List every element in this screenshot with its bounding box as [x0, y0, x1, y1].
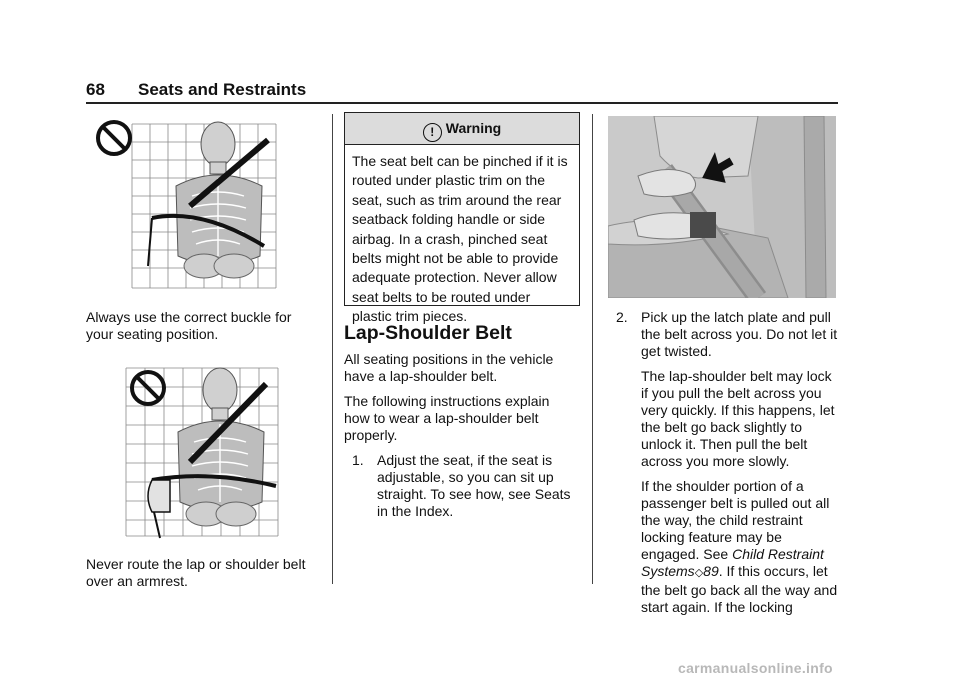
step-2 — [608, 309, 840, 360]
page-ref-arrow-icon: ◇ — [694, 567, 704, 579]
caption-correct-buckle: Always use the correct buckle for your seating position. — [86, 309, 292, 342]
watermark: carmanualsonline.info — [678, 660, 833, 676]
warning-icon: ! — [423, 123, 442, 142]
step-1 — [344, 452, 576, 520]
paragraph: The following instructions explain how to wear a lap-shoulder belt properly. — [344, 393, 550, 443]
column-2-body — [344, 351, 576, 520]
warning-header — [345, 113, 579, 145]
step-number: 2. — [616, 309, 628, 325]
page-ref-number[interactable]: 89 — [703, 563, 719, 579]
column-3-body — [608, 309, 840, 624]
warning-title: Warning — [445, 120, 502, 136]
column-divider-1 — [332, 114, 333, 584]
warning-box — [344, 112, 580, 325]
header-rule — [86, 102, 838, 104]
step-number: 1. — [352, 452, 364, 468]
paragraph: The lap-shoulder belt may lock if you pull the belt across you very quickly. If this happens, let the belt go back slightly to unlock it. Then pull the belt across you more slowly. — [641, 368, 835, 469]
illustration-armrest — [124, 362, 280, 540]
illustration-latch-plate — [608, 116, 836, 298]
section-heading: Lap-Shoulder Belt — [344, 322, 512, 344]
illustration-wrong-buckle — [92, 116, 284, 294]
section-title: Seats and Restraints — [138, 80, 307, 99]
page-number: 68 — [86, 80, 105, 99]
step-text: Pick up the latch plate and pull the belt across you. Do not let it get twisted. — [641, 309, 838, 359]
column-divider-2 — [592, 114, 593, 584]
step-text: Adjust the seat, if the seat is adjustable, so you can sit up straight. To see how, see Seats in the Index. — [377, 452, 571, 519]
cross-reference-link[interactable]: Child Restraint Systems — [641, 546, 824, 579]
page-header — [86, 80, 306, 100]
warning-text: The seat belt can be pinched if it is routed under plastic trim on the seat, such as trim around the rear seatback folding handle or side airbag. In a crash, pinched seat belts might not be able to provide adequate protection. Never allow seat belts to be routed under plastic trim pieces. — [352, 153, 568, 325]
paragraph: If the shoulder portion of a passenger belt is pulled out all the way, the child restraint locking feature may be engaged. See Child Restraint Systems◇89. If this occurs, let the belt go back all the way and start again. If the locking — [641, 478, 838, 615]
caption-armrest: Never route the lap or shoulder belt over an armrest. — [86, 556, 306, 589]
paragraph: All seating positions in the vehicle have a lap-shoulder belt. — [344, 351, 554, 384]
